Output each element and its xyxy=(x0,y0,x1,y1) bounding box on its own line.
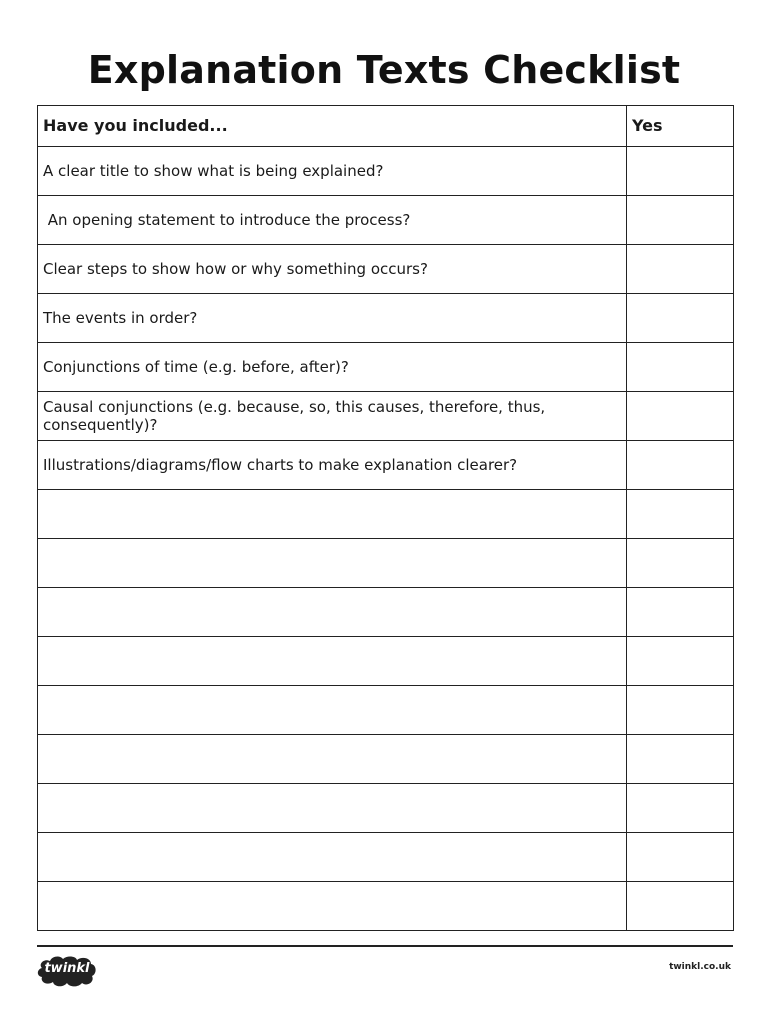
yes-cell[interactable] xyxy=(627,833,734,882)
checklist-item-blank[interactable] xyxy=(38,588,627,637)
table-row xyxy=(38,196,734,245)
table-row xyxy=(38,833,734,882)
yes-cell[interactable] xyxy=(627,147,734,196)
site-url[interactable]: twinkl.co.uk xyxy=(669,962,731,972)
yes-cell[interactable] xyxy=(627,637,734,686)
checklist-item-blank[interactable] xyxy=(38,490,627,539)
yes-cell[interactable] xyxy=(627,441,734,490)
checklist-table xyxy=(37,105,734,931)
table-row xyxy=(38,882,734,931)
table-row xyxy=(38,637,734,686)
yes-cell[interactable] xyxy=(627,882,734,931)
table-row xyxy=(38,245,734,294)
checklist-item: Causal conjunctions (e.g. because, so, this causes, therefore, thus, consequently)? xyxy=(38,392,627,441)
checklist-item-blank[interactable] xyxy=(38,833,627,882)
column-header-yes: Yes xyxy=(627,106,734,147)
yes-cell[interactable] xyxy=(627,392,734,441)
table-row xyxy=(38,147,734,196)
checklist-item: An opening statement to introduce the process? xyxy=(38,196,627,245)
table-header-row xyxy=(38,106,734,147)
yes-cell[interactable] xyxy=(627,245,734,294)
table-row xyxy=(38,343,734,392)
yes-cell[interactable] xyxy=(627,735,734,784)
yes-cell[interactable] xyxy=(627,588,734,637)
checklist-item-blank[interactable] xyxy=(38,784,627,833)
table-row xyxy=(38,392,734,441)
table-row xyxy=(38,686,734,735)
checklist-item-blank[interactable] xyxy=(38,882,627,931)
yes-cell[interactable] xyxy=(627,490,734,539)
table-row xyxy=(38,441,734,490)
checklist-item-blank[interactable] xyxy=(38,539,627,588)
table-row xyxy=(38,588,734,637)
checklist-item: Illustrations/diagrams/flow charts to make explanation clearer? xyxy=(38,441,627,490)
table-row xyxy=(38,490,734,539)
table-row xyxy=(38,735,734,784)
yes-cell[interactable] xyxy=(627,539,734,588)
yes-cell[interactable] xyxy=(627,784,734,833)
logo-text: twinkl xyxy=(44,961,90,976)
yes-cell[interactable] xyxy=(627,686,734,735)
checklist-item-blank[interactable] xyxy=(38,735,627,784)
yes-cell[interactable] xyxy=(627,343,734,392)
page-title: Explanation Texts Checklist xyxy=(87,48,681,92)
yes-cell[interactable] xyxy=(627,196,734,245)
column-header-question: Have you included... xyxy=(38,106,627,147)
yes-cell[interactable] xyxy=(627,294,734,343)
checklist-item: A clear title to show what is being explained? xyxy=(38,147,627,196)
checklist-item: Conjunctions of time (e.g. before, after)? xyxy=(38,343,627,392)
table-row xyxy=(38,294,734,343)
checklist-item: The events in order? xyxy=(38,294,627,343)
checklist-item-blank[interactable] xyxy=(38,686,627,735)
checklist-item: Clear steps to show how or why something occurs? xyxy=(38,245,627,294)
checklist-item-blank[interactable] xyxy=(38,637,627,686)
table-row xyxy=(38,784,734,833)
table-row xyxy=(38,539,734,588)
footer-divider xyxy=(37,945,733,947)
